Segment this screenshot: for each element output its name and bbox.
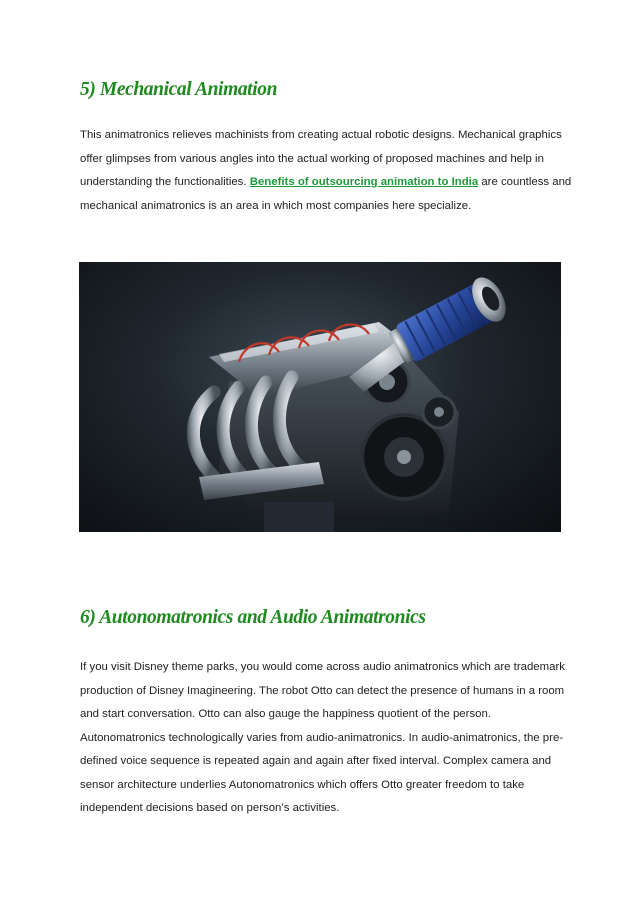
outsourcing-animation-link[interactable]: Benefits of outsourcing animation to India — [249, 176, 479, 188]
engine-image — [79, 262, 561, 532]
autonomatronics-paragraph: If you visit Disney theme parks, you would come across audio animatronics which are trademark production of Disney Imagineering. The robot Otto can detect the presence of humans in a room and start conversation. Otto can also gauge the happiness quotient of the person. Autonomatronics technologically varies from audio-animatronics. In audio-animatronics, the pre-defined voice sequence is repeated again and again after fixed interval. Complex camera and sensor architecture underlies Autonomatronics which offers Otto greater freedom to take independent decisions based on person’s activities. — [80, 661, 565, 814]
section-heading-mechanical-animation: 5) Mechanical Animation — [80, 79, 278, 100]
engine-illustration — [79, 262, 561, 532]
mechanical-animation-paragraph — [80, 124, 575, 218]
section-heading-autonomatronics: 6) Autonomatronics and Audio Animatronics — [80, 607, 426, 628]
paragraph-text-after-link: are countless and mechanical animatronics is an area in which most companies here specialize. — [80, 176, 572, 212]
paragraph-text-before-link: This animatronics relieves machinists from creating actual robotic designs. Mechanical graphics offer glimpses from various angles into the actual working of proposed machines and help in understanding the functionalities. — [80, 129, 562, 188]
air-filter — [386, 272, 513, 370]
